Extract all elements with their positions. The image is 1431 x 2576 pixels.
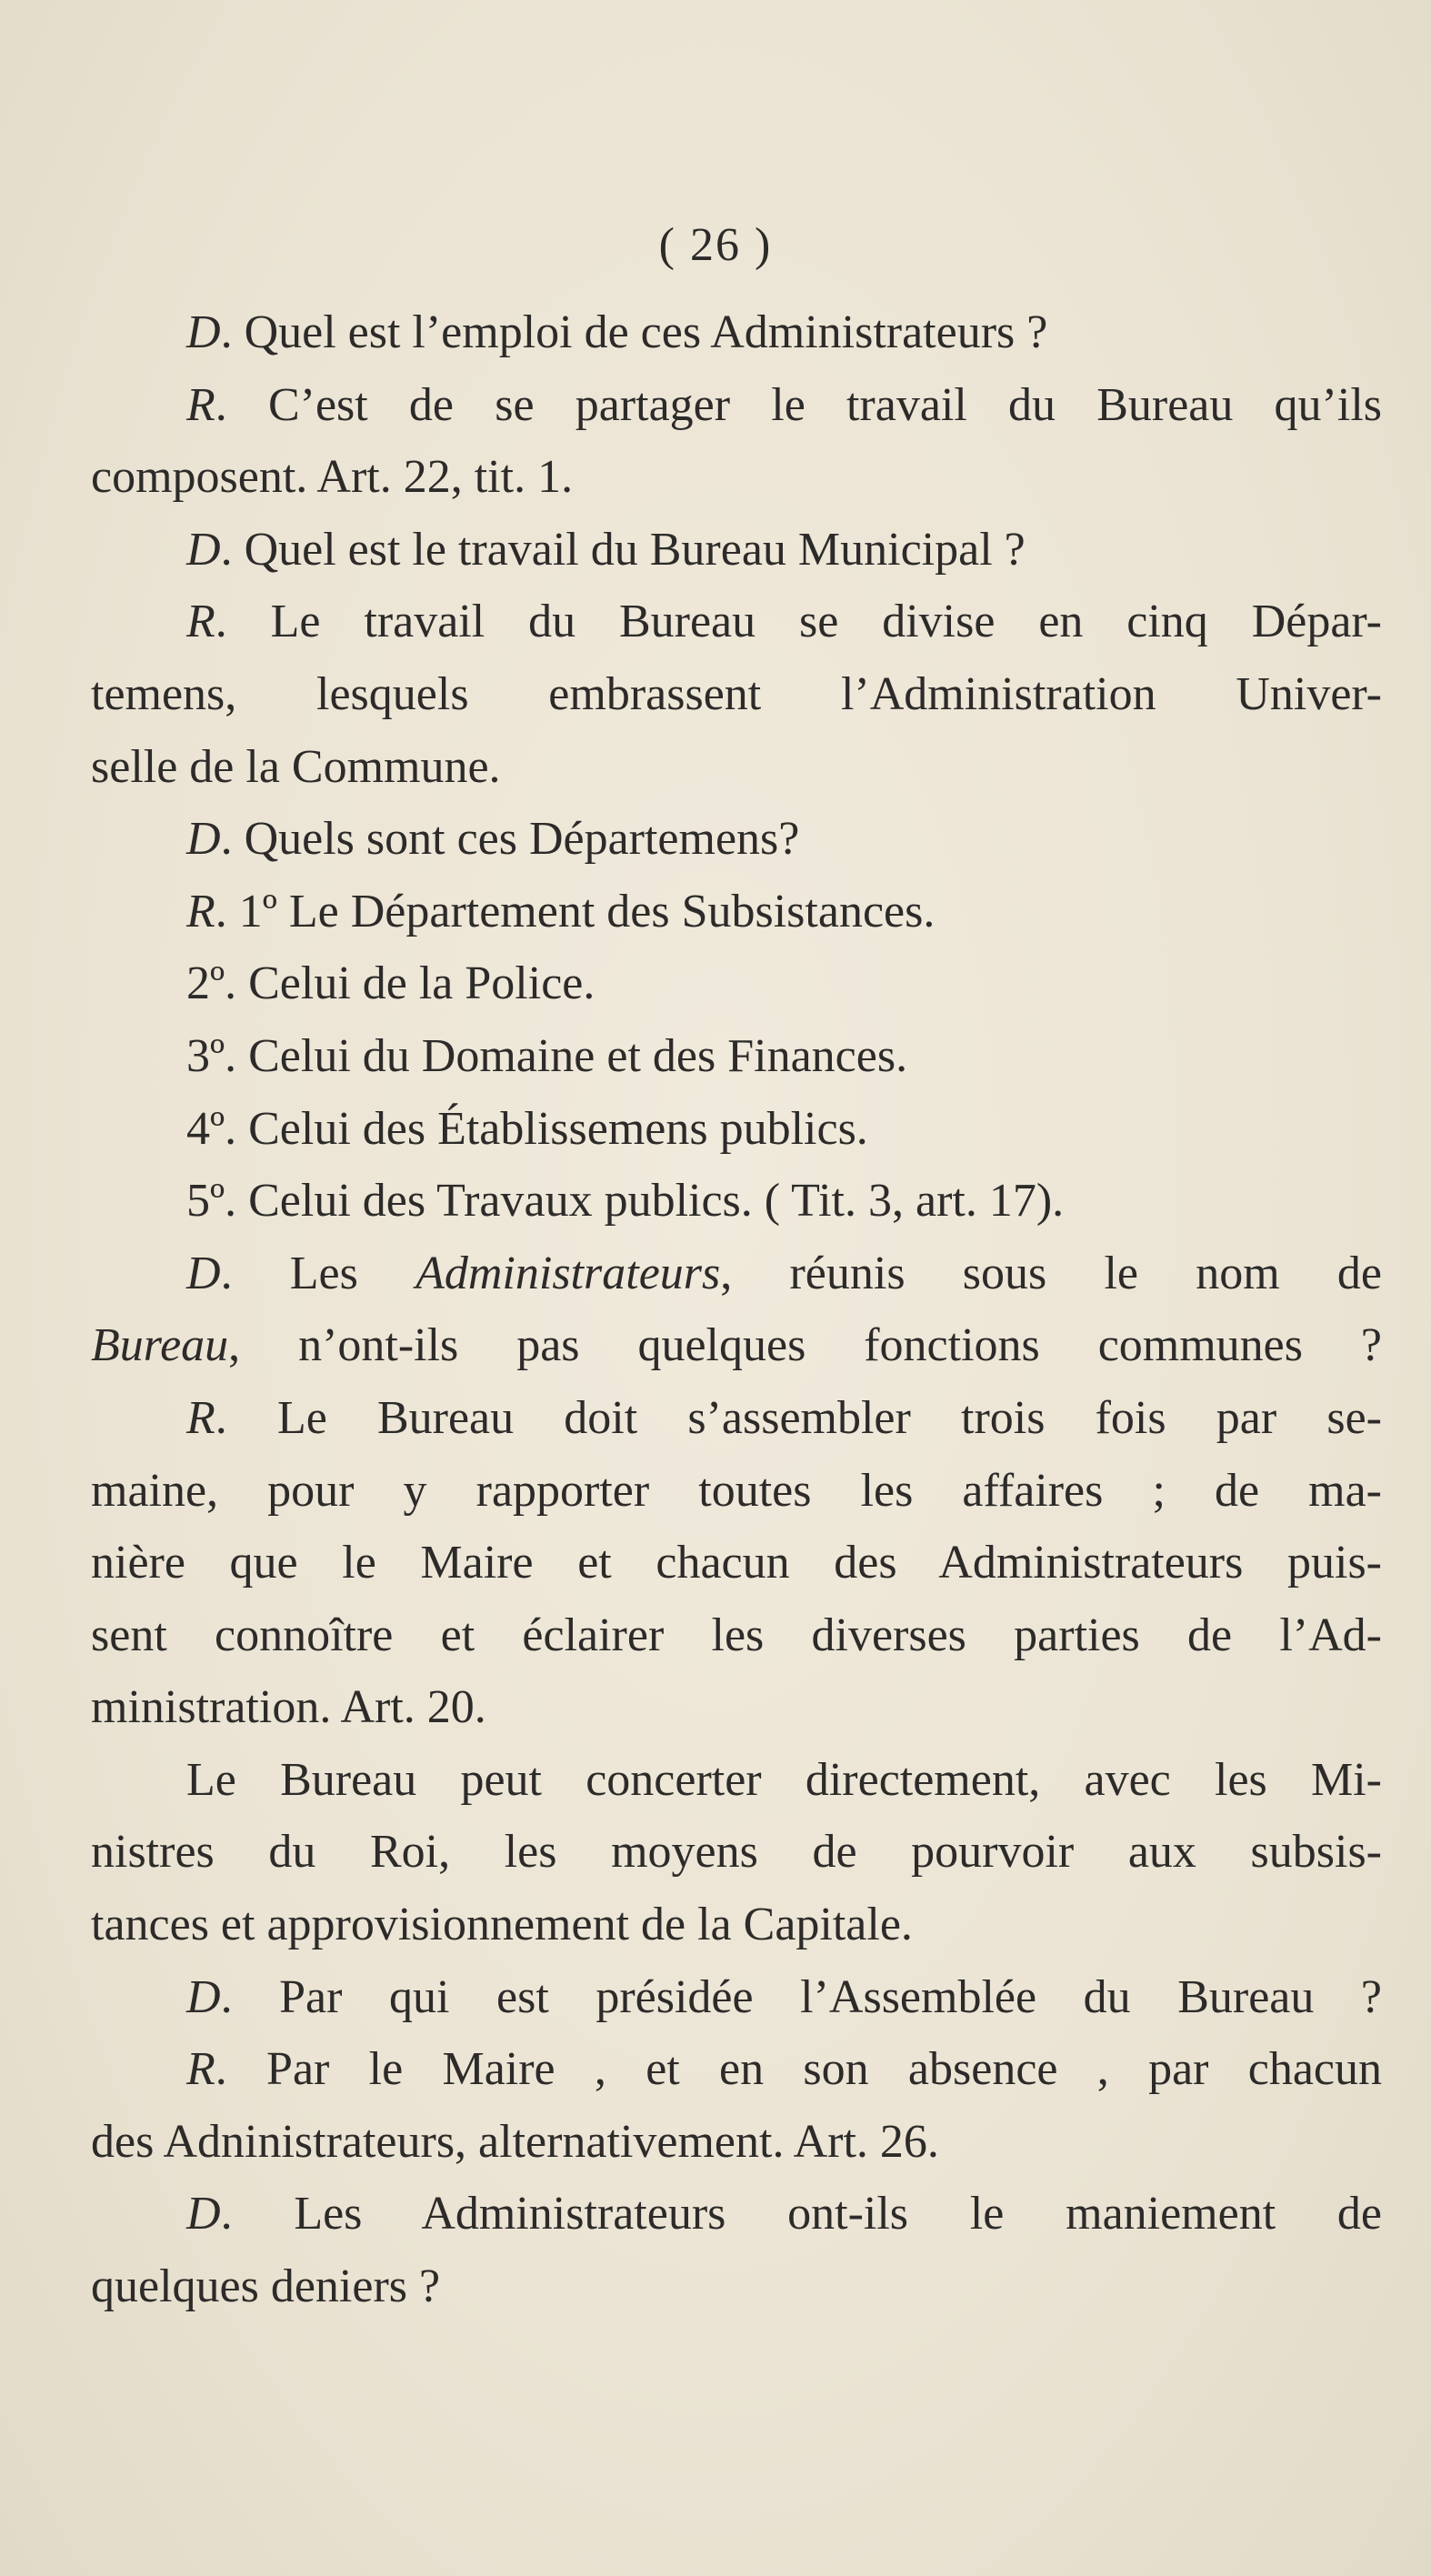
text-run: . Par le Maire , et en son absence , par chacun xyxy=(215,2043,1382,2096)
page-text xyxy=(91,296,1382,2323)
text-run: maine, pour y rapporter toutes les affaires ; de ma- xyxy=(91,1464,1382,1517)
text-run: , n’ont-ils pas quelques fonctions communes ? xyxy=(228,1319,1382,1372)
text-line xyxy=(91,296,1382,369)
text-run: . C’est de se partager le travail du Bureau qu’ils xyxy=(215,378,1382,431)
text-line xyxy=(91,1020,1382,1093)
italic-text: D xyxy=(186,306,221,358)
text-run: Le Bureau peut concerter directement, avec les Mi- xyxy=(186,1753,1382,1806)
text-line xyxy=(91,1889,1382,1961)
text-run: selle de la Commune. xyxy=(91,740,501,793)
text-run: tances et approvisionnement de la Capitale. xyxy=(91,1899,913,1951)
italic-text: Bureau xyxy=(91,1319,229,1372)
italic-text: Administrateurs xyxy=(415,1247,721,1299)
text-run: sent connoître et éclairer les diverses parties de l’Ad- xyxy=(91,1609,1382,1661)
italic-text: R xyxy=(186,1391,215,1444)
text-line xyxy=(91,1816,1382,1889)
text-line xyxy=(91,2250,1382,2323)
text-line xyxy=(91,803,1382,876)
italic-text: R xyxy=(186,2043,215,2096)
text-run: des Adninistrateurs, alternativement. Art. 26. xyxy=(91,2115,939,2168)
text-run: . Le travail du Bureau se divise en cinq Dépar- xyxy=(215,596,1382,648)
italic-text: D xyxy=(186,813,221,866)
italic-text: R xyxy=(186,378,215,431)
text-run: ministration. Art. 20. xyxy=(91,1681,486,1734)
italic-text: R xyxy=(186,885,215,937)
text-line xyxy=(91,586,1382,658)
italic-text: D xyxy=(186,2188,221,2240)
text-run: . Les Administrateurs ont-ils le maniement de xyxy=(220,2188,1382,2240)
text-line xyxy=(91,1309,1382,1382)
text-line xyxy=(91,1961,1382,2034)
text-line xyxy=(91,1093,1382,1166)
text-line xyxy=(91,2106,1382,2179)
text-line xyxy=(91,876,1382,948)
text-run: . 1º Le Département des Subsistances. xyxy=(215,885,936,937)
text-run: 3º. Celui du Domaine et des Finances. xyxy=(186,1029,908,1082)
text-line xyxy=(91,514,1382,586)
page-number: ( 26 ) xyxy=(658,219,773,271)
text-line xyxy=(91,1165,1382,1238)
italic-text: R xyxy=(186,596,215,648)
text-run: temens, lesquels embrassent l’Administration Univer- xyxy=(91,667,1382,720)
text-line xyxy=(91,1599,1382,1672)
text-line xyxy=(91,1238,1382,1310)
text-line xyxy=(91,2033,1382,2106)
text-run: 5º. Celui des Travaux publics. ( Tit. 3, art. 17). xyxy=(186,1175,1065,1228)
text-line xyxy=(91,1382,1382,1455)
text-run: quelques deniers ? xyxy=(91,2260,441,2313)
italic-text: D xyxy=(186,523,221,576)
text-run: 2º. Celui de la Police. xyxy=(186,957,595,1010)
text-run: . Quel est le travail du Bureau Municipal ? xyxy=(220,523,1026,576)
text-line xyxy=(91,369,1382,442)
text-line xyxy=(91,1455,1382,1528)
text-run: composent. Art. 22, tit. 1. xyxy=(91,451,574,504)
text-run: nière que le Maire et chacun des Administrateurs puis- xyxy=(91,1537,1382,1589)
text-run: . Le Bureau doit s’assembler trois fois par se- xyxy=(215,1391,1382,1444)
text-line xyxy=(91,1744,1382,1817)
text-line xyxy=(91,947,1382,1020)
text-run: , réunis sous le nom de xyxy=(720,1247,1382,1299)
text-line xyxy=(91,2178,1382,2250)
text-line xyxy=(91,1671,1382,1744)
italic-text: D xyxy=(186,1247,221,1299)
text-run: . Quels sont ces Départemens? xyxy=(220,813,800,866)
text-run: nistres du Roi, les moyens de pourvoir aux subsis- xyxy=(91,1826,1382,1879)
text-run: . Les xyxy=(220,1247,416,1299)
text-run: 4º. Celui des Établissemens publics. xyxy=(186,1102,868,1155)
text-line xyxy=(91,731,1382,804)
text-line xyxy=(91,1527,1382,1599)
italic-text: D xyxy=(186,1970,221,2023)
text-line xyxy=(91,441,1382,514)
text-run: . Quel est l’emploi de ces Administrateurs ? xyxy=(220,306,1048,358)
text-line xyxy=(91,658,1382,731)
text-run: . Par qui est présidée l’Assemblée du Bureau ? xyxy=(220,1970,1382,2023)
